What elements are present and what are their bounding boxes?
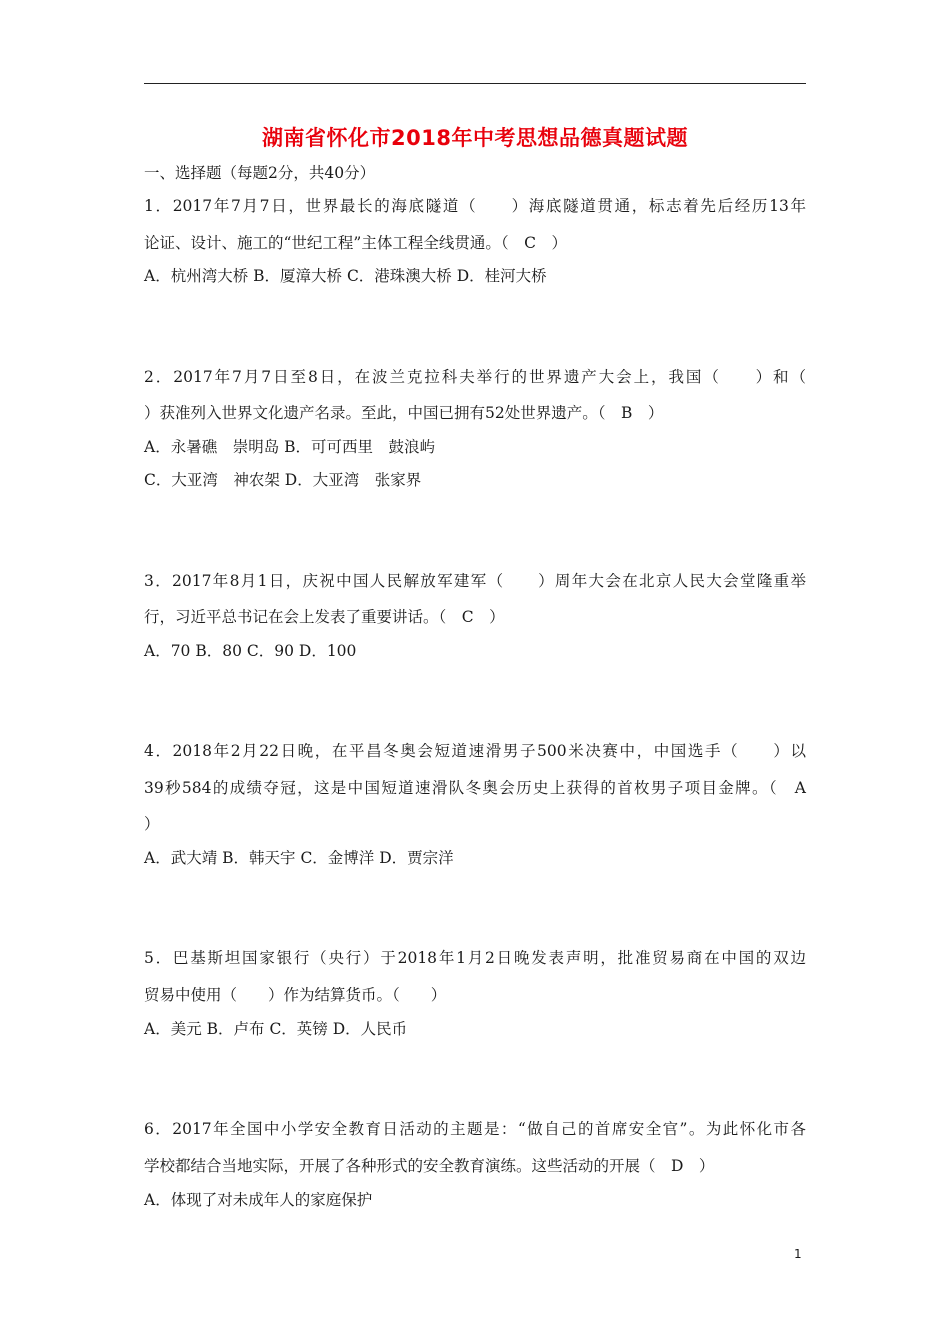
page-number: 1: [794, 1247, 802, 1261]
question-2-options-1: A．永暑礁 崇明岛 B．可可西里 鼓浪屿: [144, 438, 436, 456]
question-4-line-2: 39秒584的成绩夺冠，这是中国短道速滑队冬奥会历史上获得的首枚男子项目金牌。（ A: [144, 779, 806, 797]
question-5-options: A．美元 B．卢布 C．英镑 D．人民币: [144, 1020, 408, 1038]
document-title: 湖南省怀化市2018年中考思想品德真题试题: [262, 126, 688, 150]
question-5-line-1: 5．巴基斯坦国家银行（央行）于2018年1月2日晚发表声明，批准贸易商在中国的双边: [144, 949, 806, 967]
question-6-line-1: 6．2017年全国中小学安全教育日活动的主题是：“做自己的首席安全官”。为此怀化市各: [144, 1120, 806, 1138]
question-3-options: A．70 B．80 C．90 D．100: [144, 642, 357, 660]
question-1-line-1: 1．2017年7月7日，世界最长的海底隧道（ ）海底隧道贯通，标志着先后经历13年: [144, 197, 806, 215]
question-4-line-1: 4．2018年2月22日晚，在平昌冬奥会短道速滑男子500米决赛中，中国选手（ ）以: [144, 742, 806, 760]
question-6-line-2: 学校都结合当地实际，开展了各种形式的安全教育演练。这些活动的开展（ D ）: [144, 1157, 715, 1175]
question-2-line-2: ）获准列入世界文化遗产名录。至此，中国已拥有52处世界遗产。（ B ）: [144, 404, 664, 422]
question-2-options-2: C．大亚湾 神农架 D．大亚湾 张家界: [144, 471, 422, 489]
question-1-options: A．杭州湾大桥 B．厦漳大桥 C．港珠澳大桥 D．桂河大桥: [144, 267, 547, 285]
section-heading: 一、选择题（每题2分，共40分）: [144, 164, 376, 182]
question-1-line-2: 论证、设计、施工的“世纪工程”主体工程全线贯通。（ C ）: [144, 234, 567, 252]
question-3-line-2: 行，习近平总书记在会上发表了重要讲话。（ C ）: [144, 608, 505, 626]
question-4-options: A．武大靖 B．韩天宇 C．金博洋 D．贾宗洋: [144, 849, 454, 867]
header-rule: [144, 83, 806, 84]
question-5-line-2: 贸易中使用（ ）作为结算货币。（ ）: [144, 986, 447, 1004]
question-2-line-1: 2．2017年7月7日至8日，在波兰克拉科夫举行的世界遗产大会上，我国（ ）和（: [144, 368, 806, 386]
question-3-line-1: 3．2017年8月1日，庆祝中国人民解放军建军（ ）周年大会在北京人民大会堂隆重举: [144, 572, 806, 590]
question-4-line-3: ）: [144, 815, 160, 833]
question-6-options: A．体现了对未成年人的家庭保护: [144, 1191, 373, 1209]
